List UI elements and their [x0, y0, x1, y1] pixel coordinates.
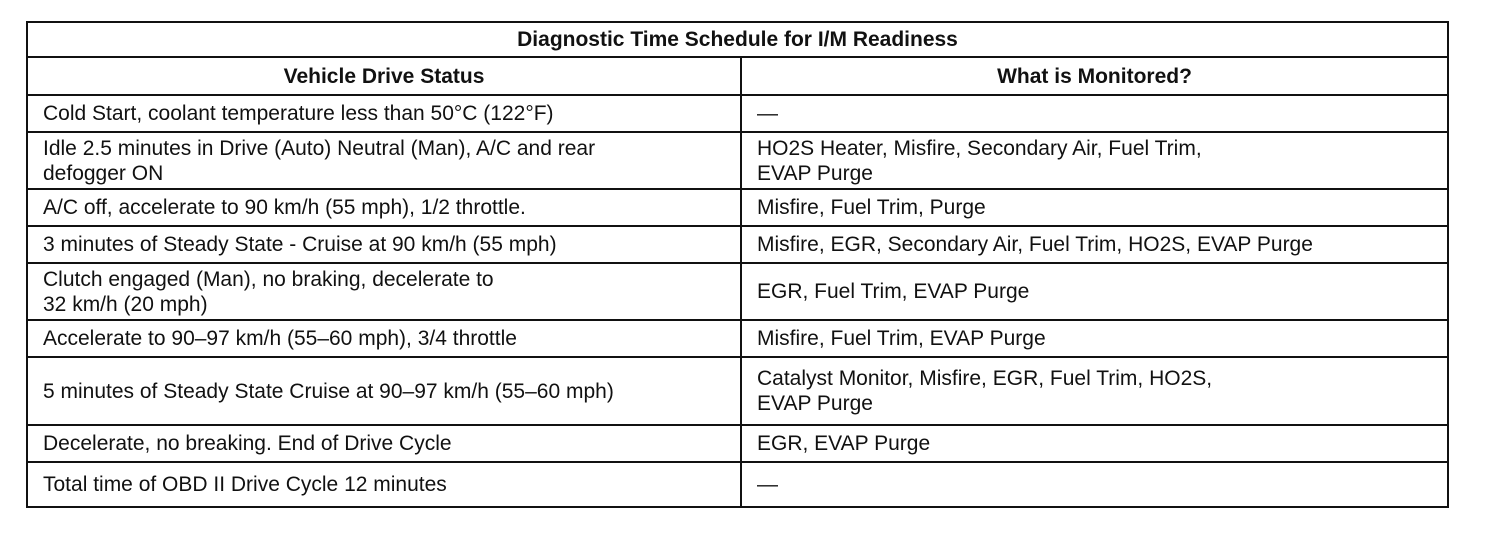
monitored-cell: Catalyst Monitor, Misfire, EGR, Fuel Trim, HO2S, EVAP Purge — [741, 357, 1448, 425]
monitored-cell: HO2S Heater, Misfire, Secondary Air, Fuel Trim, EVAP Purge — [741, 132, 1448, 189]
table-title: Diagnostic Time Schedule for I/M Readiness — [27, 22, 1448, 57]
drive-status-cell: 5 minutes of Steady State Cruise at 90–97 km/h (55–60 mph) — [27, 357, 741, 425]
drive-status-cell: Clutch engaged (Man), no braking, decelerate to 32 km/h (20 mph) — [27, 263, 741, 320]
drive-status-cell: Decelerate, no breaking. End of Drive Cycle — [27, 425, 741, 462]
table-row — [27, 132, 1448, 189]
table-row — [27, 189, 1448, 226]
table-row — [27, 226, 1448, 263]
monitored-cell: Misfire, EGR, Secondary Air, Fuel Trim, HO2S, EVAP Purge — [741, 226, 1448, 263]
drive-status-cell: Idle 2.5 minutes in Drive (Auto) Neutral (Man), A/C and rear defogger ON — [27, 132, 741, 189]
drive-status-cell: Accelerate to 90–97 km/h (55–60 mph), 3/4 throttle — [27, 320, 741, 357]
drive-status-cell: A/C off, accelerate to 90 km/h (55 mph), 1/2 throttle. — [27, 189, 741, 226]
monitored-cell: EGR, Fuel Trim, EVAP Purge — [741, 263, 1448, 320]
table-row — [27, 263, 1448, 320]
table-row — [27, 462, 1448, 507]
diagnostic-schedule-table — [26, 21, 1449, 508]
header-row — [27, 57, 1448, 95]
table-row — [27, 425, 1448, 462]
table-row — [27, 95, 1448, 132]
drive-status-cell: Total time of OBD II Drive Cycle 12 minutes — [27, 462, 741, 507]
monitored-cell: Misfire, Fuel Trim, EVAP Purge — [741, 320, 1448, 357]
column-header-drive-status: Vehicle Drive Status — [27, 57, 741, 95]
column-header-monitored: What is Monitored? — [741, 57, 1448, 95]
monitored-cell: — — [741, 95, 1448, 132]
monitored-cell: EGR, EVAP Purge — [741, 425, 1448, 462]
title-row — [27, 22, 1448, 57]
table-row — [27, 357, 1448, 425]
drive-status-cell: 3 minutes of Steady State - Cruise at 90 km/h (55 mph) — [27, 226, 741, 263]
drive-status-cell: Cold Start, coolant temperature less than 50°C (122°F) — [27, 95, 741, 132]
table-row — [27, 320, 1448, 357]
monitored-cell: — — [741, 462, 1448, 507]
monitored-cell: Misfire, Fuel Trim, Purge — [741, 189, 1448, 226]
